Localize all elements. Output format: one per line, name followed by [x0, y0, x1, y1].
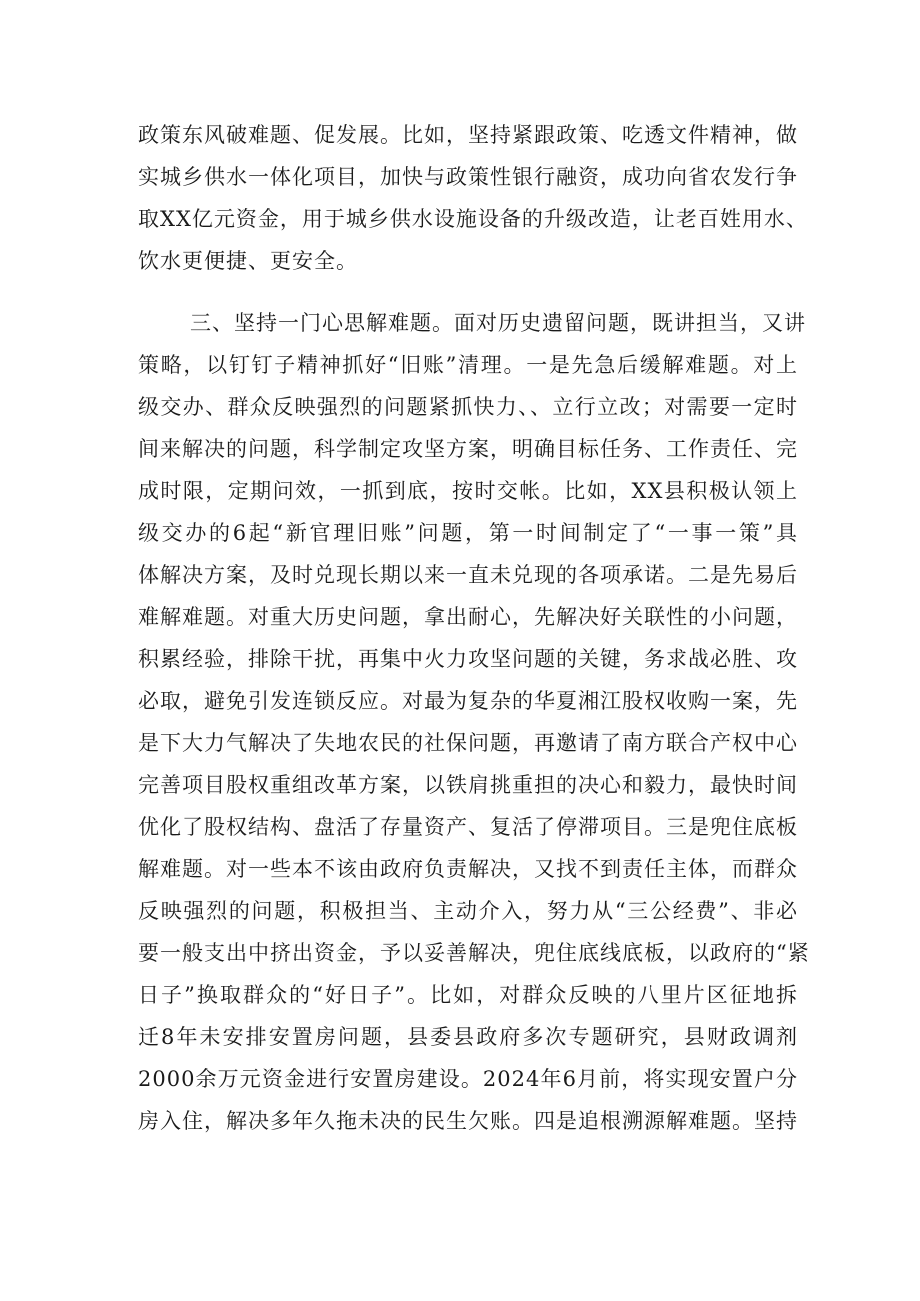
paragraph-1: [138, 114, 808, 282]
paragraph-2: [138, 302, 810, 1142]
text-line: 间来解决的问题，科学制定攻坚方案，明确目标任务、工作责任、完: [138, 437, 798, 461]
text-line: 实城乡供水一体化项目，加快与政策性银行融资，成功向省农发行争: [138, 165, 798, 189]
text-line: 取XX亿元资金，用于城乡供水设施设备的升级改造，让老百姓用水、: [138, 207, 808, 231]
text-line: 体解决方案，及时兑现长期以来一直未兑现的各项承诺。二是先易后: [138, 563, 798, 587]
text-line: 三、坚持一门心思解难题。面对历史遗留问题，既讲担当，又讲: [190, 311, 806, 335]
text-line: 难解难题。对重大历史问题，拿出耐心，先解决好关联性的小问题，: [138, 605, 798, 629]
text-line: 是下大力气解决了失地农民的社保问题，再邀请了南方联合产权中心: [138, 731, 798, 755]
text-line: 房入住，解决多年久拖未决的民生欠账。四是追根溯源解难题。坚持: [138, 1109, 798, 1133]
text-line: 积累经验，排除干扰，再集中火力攻坚问题的关键，务求战必胜、攻: [138, 647, 798, 671]
text-line: 2000余万元资金进行安置房建设。2024年6月前，将实现安置户分: [138, 1067, 798, 1091]
text-line: 解难题。对一些本不该由政府负责解决，又找不到责任主体，而群众: [138, 857, 798, 881]
text-line: 完善项目股权重组改革方案，以铁肩挑重担的决心和毅力，最快时间: [138, 773, 798, 797]
text-line: 日子”换取群众的“好日子”。比如，对群众反映的八里片区征地拆: [138, 983, 798, 1007]
text-line: 要一般支出中挤出资金，予以妥善解决，兜住底线底板，以政府的“紧: [138, 941, 810, 965]
text-line: 成时限，定期问效，一抓到底，按时交帐。比如，XX县积极认领上: [138, 479, 798, 503]
text-line: 反映强烈的问题，积极担当、主动介入，努力从“三公经费”、非必: [138, 899, 798, 923]
text-line: 饮水更便捷、更安全。: [138, 249, 358, 273]
text-line: 级交办的6起“新官理旧账”问题，第一时间制定了“一事一策”具: [138, 521, 798, 545]
text-line: 必取，避免引发连锁反应。对最为复杂的华夏湘江股权收购一案，先: [138, 689, 798, 713]
text-line: 策略，以钉钉子精神抓好“旧账”清理。一是先急后缓解难题。对上: [138, 353, 798, 377]
text-line: 级交办、群众反映强烈的问题紧抓快力、、立行立改；对需要一定时: [138, 395, 798, 419]
text-line: 迁8年未安排安置房问题，县委县政府多次专题研究，县财政调剂: [138, 1025, 798, 1049]
text-line: 政策东风破难题、促发展。比如，坚持紧跟政策、吃透文件精神，做: [138, 123, 798, 147]
text-line: 优化了股权结构、盘活了存量资产、复活了停滞项目。三是兜住底板: [138, 815, 798, 839]
